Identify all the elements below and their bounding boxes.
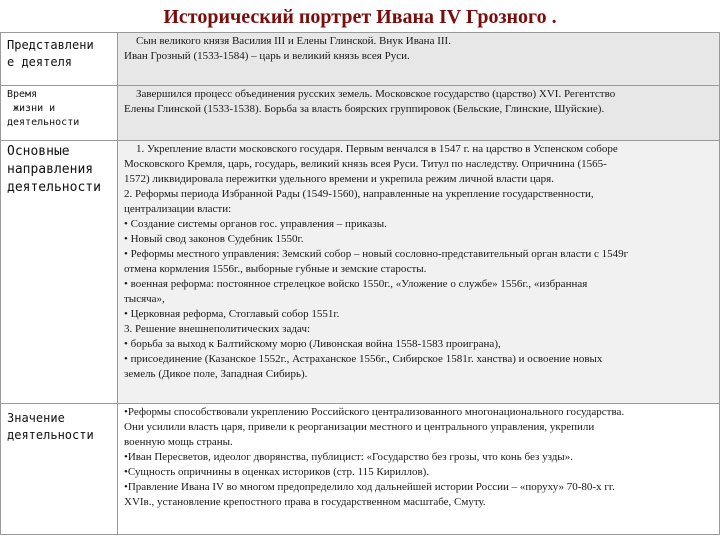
table-row-significance — [1, 404, 720, 535]
content-line: централизации власти: — [124, 203, 232, 215]
content-line: тысяча», — [124, 293, 165, 305]
label-line: деятельности — [7, 117, 80, 128]
row-content-directions — [118, 141, 720, 404]
content-line: 2. Реформы периода Избранной Рады (1549-1560), направленные на укрепление государственности, — [124, 188, 594, 200]
row-label-directions — [1, 141, 118, 404]
label-line: направления — [7, 162, 94, 177]
content-line: • Новый свод законов Судебник 1550г. — [124, 233, 304, 245]
label-line: е деятеля — [7, 55, 73, 69]
content-line: Елены Глинской (1533-1538). Борьба за власть боярских группировок (Бельские, Глинские, Шуйские). — [124, 103, 605, 115]
label-line: Основные — [7, 144, 70, 159]
content-line: • Реформы местного управления: Земский собор – новый сословно-представительный орган власти с 1549г — [124, 248, 629, 260]
content-line: •Реформы способствовали укреплению Российского централизованного многонационального государства. — [124, 406, 625, 418]
content-line: Московского Кремля, царь, государь, великий князь всея Руси. Титул по наследству. Опричнина (1565- — [124, 158, 607, 170]
label-line: деятельности — [7, 428, 94, 442]
row-label-representation — [1, 33, 118, 86]
table-row-representation — [1, 33, 720, 86]
label-line: Время — [7, 89, 38, 100]
content-line: Иван Грозный (1533-1584) – царь и великий князь всея Руси. — [124, 50, 410, 62]
content-line: • Церковная реформа, Стоглавый собор 1551г. — [124, 308, 340, 320]
content-line: военную мощь страны. — [124, 436, 233, 448]
content-line: земель (Дикое поле, Западная Сибирь). — [124, 368, 308, 380]
content-line: Сын великого князя Василия III и Елены Глинской. Внук Ивана III. — [136, 35, 451, 47]
row-content-representation — [118, 33, 720, 86]
row-label-time — [1, 86, 118, 141]
content-line: •Правление Ивана IV во многом предопределило ход дальнейшей истории России – «поруху» 70-80-х гг. — [124, 481, 615, 493]
slide-title: Исторический портрет Ивана IV Грозного . — [163, 6, 557, 28]
label-line: жизни и — [7, 103, 56, 114]
content-line: • военная реформа: постоянное стрелецкое войско 1550г., «Уложение о службе» 1556г., «избранная — [124, 278, 588, 290]
content-line: Завершился процесс объединения русских земель. Московское государство (царство) XVI. Регентство — [136, 88, 616, 100]
content-line: Они усилили власть царя, привели к реорганизации местного и центрального управления, укрепили — [124, 421, 595, 433]
label-line: деятельности — [7, 180, 101, 195]
content-line: 1. Укрепление власти московского государя. Первым венчался в 1547 г. на царство в Успенском соборе — [136, 143, 618, 155]
table-row-time — [1, 86, 720, 141]
label-line: Значение — [7, 411, 65, 425]
content-line: 3. Решение внешнеполитических задач: — [124, 323, 311, 335]
table-row-directions — [1, 141, 720, 404]
row-content-significance — [118, 404, 720, 535]
content-line: 1572) ликвидировала пережитки удельного времени и укрепила режим личной власти царя. — [124, 173, 554, 185]
content-line: •Сущность опричнины в оценках историков (стр. 115 Кириллов). — [124, 466, 430, 478]
content-line: • Создание системы органов гос. управления – приказы. — [124, 218, 387, 230]
content-line: отмена кормления 1556г., выборные губные и земские старосты. — [124, 263, 427, 275]
content-line: • присоединение (Казанское 1552г., Астраханское 1556г., Сибирское 1581г. ханства) и освоение новых — [124, 353, 603, 365]
label-line: Представлени — [7, 38, 94, 52]
content-line: •Иван Пересветов, идеолог дворянства, публицист: «Государство без грозы, что конь без узды». — [124, 451, 573, 463]
row-content-time — [118, 86, 720, 141]
portrait-table — [0, 32, 720, 535]
content-line: XVIв., установление крепостного права в государственном масштабе, Смуту. — [124, 496, 486, 508]
content-line: • борьба за выход к Балтийскому морю (Ливонская война 1558-1583 проиграна), — [124, 338, 501, 350]
row-label-significance — [1, 404, 118, 535]
